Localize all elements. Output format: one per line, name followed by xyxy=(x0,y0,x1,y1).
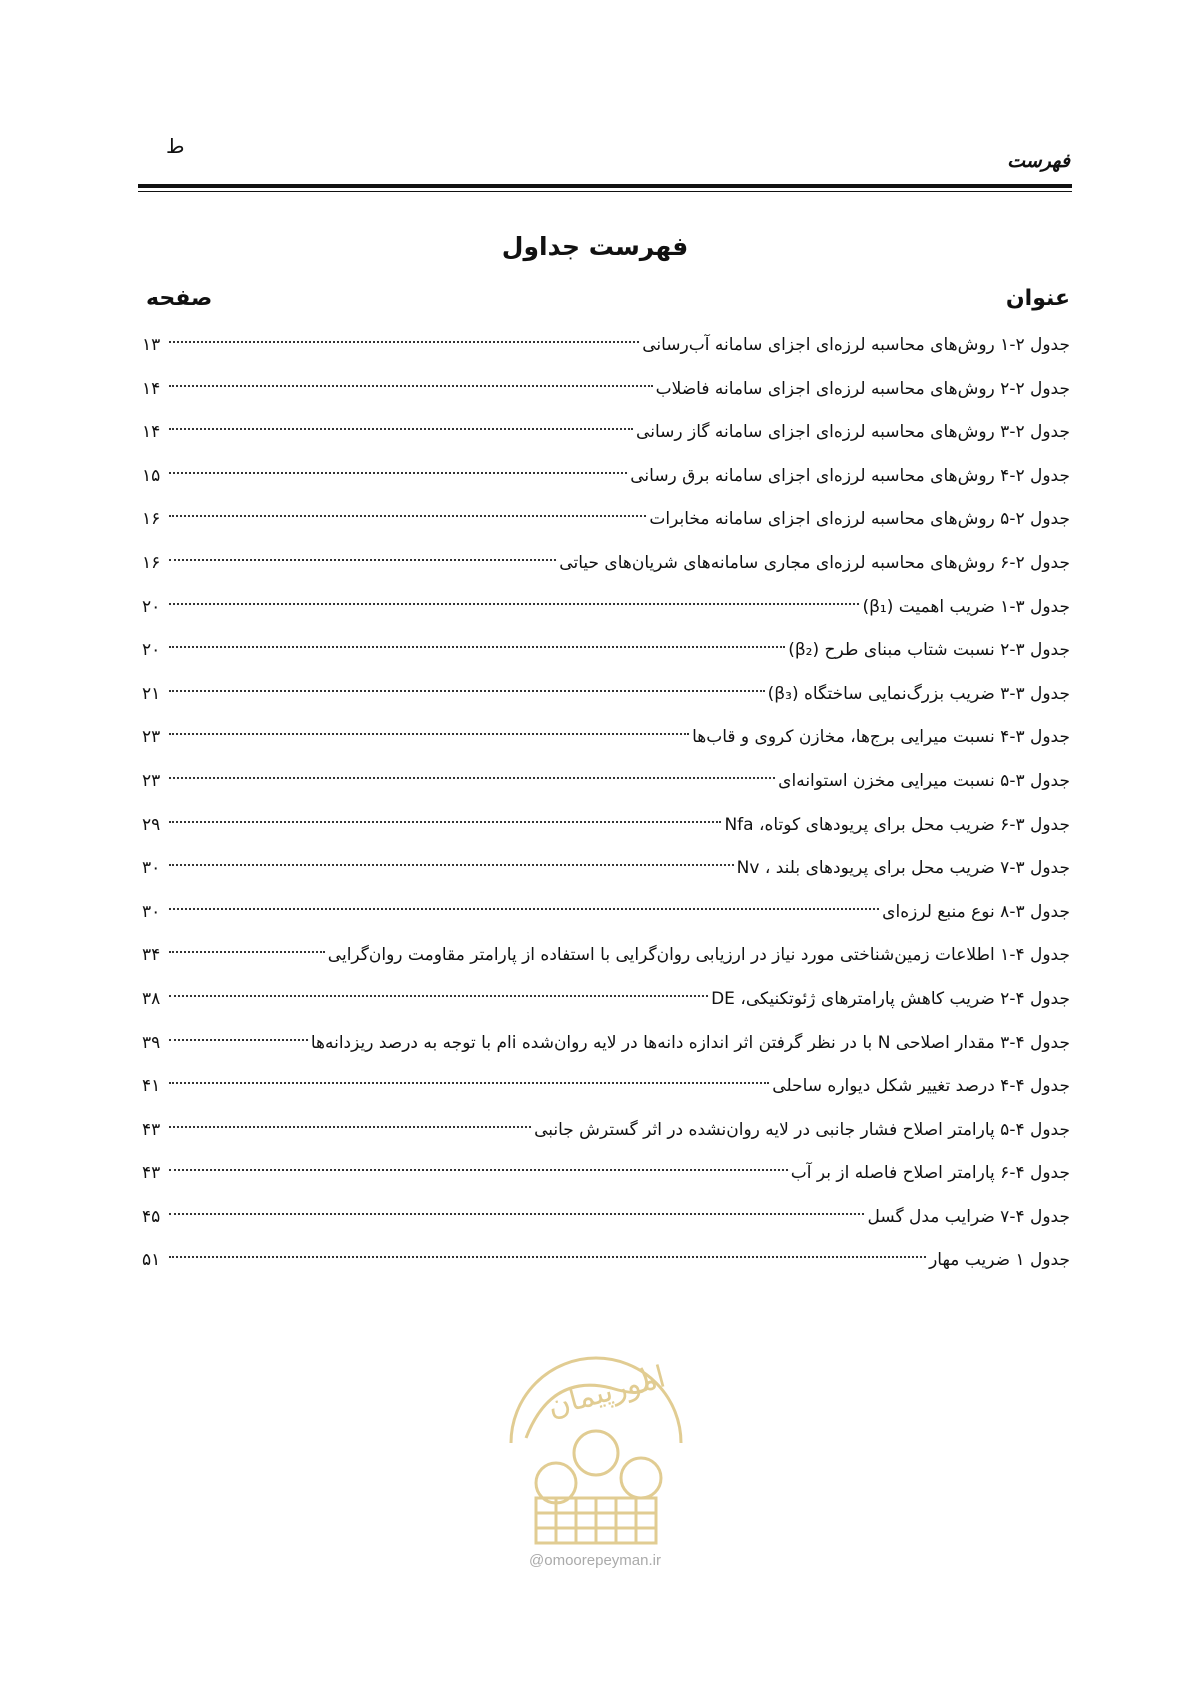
toc-entry-page: ۴۳ xyxy=(142,1163,161,1184)
toc-entry-title: جدول ۲-۴ روش‌های محاسبه لرزه‌ای اجزای سامانه برق رسانی xyxy=(630,465,1070,486)
toc-entry[interactable] xyxy=(142,417,1070,461)
toc-entry-page: ۵۱ xyxy=(142,1250,161,1271)
toc-entry-title: جدول ۲-۶ روش‌های محاسبه لرزه‌ای مجاری سامانه‌های شریان‌های حیاتی xyxy=(559,552,1070,573)
toc-entry-page: ۲۰ xyxy=(142,596,161,617)
toc-entry-page: ۲۳ xyxy=(142,727,161,748)
toc-entry[interactable] xyxy=(142,1028,1070,1072)
page-number: ط xyxy=(166,134,185,158)
toc-entry-title: جدول ۳-۱ ضریب اهمیت (β₁) xyxy=(862,596,1070,617)
toc-entry-title: جدول ۳-۶ ضریب محل برای پریودهای کوتاه، Nfa xyxy=(724,814,1070,835)
publisher-seal-watermark xyxy=(491,1333,701,1553)
toc-entry[interactable] xyxy=(142,461,1070,505)
toc-entry[interactable] xyxy=(142,1158,1070,1202)
dot-leader xyxy=(169,1169,788,1171)
dot-leader xyxy=(169,646,785,648)
toc-entry-page: ۲۰ xyxy=(142,640,161,661)
toc-entry-title: جدول ۴-۴ درصد تغییر شکل دیواره ساحلی xyxy=(772,1076,1070,1097)
dot-leader xyxy=(169,1039,308,1041)
toc-entry[interactable] xyxy=(142,374,1070,418)
toc-entry-page: ۱۴ xyxy=(142,378,161,399)
dot-leader xyxy=(169,908,879,910)
toc-entry-page: ۳۸ xyxy=(142,988,161,1009)
dot-leader xyxy=(169,733,689,735)
toc-entry-page: ۳۰ xyxy=(142,858,161,879)
toc-entry-title: جدول ۴-۷ ضرایب مدل گسل xyxy=(867,1206,1070,1227)
dot-leader xyxy=(169,1213,864,1215)
toc-entry[interactable] xyxy=(142,1245,1070,1289)
toc-entry-title: جدول ۳-۳ ضریب بزرگ‌نمایی ساختگاه (β₃) xyxy=(767,683,1070,704)
column-page-heading: صفحه xyxy=(146,286,213,311)
toc-entry[interactable] xyxy=(142,897,1070,941)
watermark-url: @omoorepeyman.ir xyxy=(529,1552,661,1569)
dot-leader xyxy=(169,428,633,430)
toc-entry[interactable] xyxy=(142,548,1070,592)
toc-entry-page: ۱۵ xyxy=(142,465,161,486)
dot-leader xyxy=(169,1082,769,1084)
toc-entry-title: جدول ۴-۱ اطلاعات زمین‌شناختی مورد نیاز در ارزیابی روان‌گرایی با استفاده از پارامتر مقاومت روان‌گرایی xyxy=(327,945,1070,966)
toc-entry[interactable] xyxy=(142,1202,1070,1246)
dot-leader xyxy=(169,515,646,517)
toc-entry[interactable] xyxy=(142,592,1070,636)
toc-entry-title: جدول ۳-۸ نوع منبع لرزه‌ای xyxy=(882,901,1070,922)
toc-entry[interactable] xyxy=(142,722,1070,766)
page-title: فهرست جداول xyxy=(501,232,689,261)
toc-entry[interactable] xyxy=(142,1115,1070,1159)
dot-leader xyxy=(169,951,325,953)
toc-entry[interactable] xyxy=(142,940,1070,984)
dot-leader xyxy=(169,690,765,692)
toc-entry-page: ۴۵ xyxy=(142,1206,161,1227)
dot-leader xyxy=(169,385,653,387)
toc-entry-title: جدول ۴-۲ ضریب کاهش پارامترهای ژئوتکنیکی، DE xyxy=(711,988,1070,1009)
toc-entry-title: جدول ۳-۲ نسبت شتاب مبنای طرح (β₂) xyxy=(788,640,1070,661)
toc-entry-page: ۱۴ xyxy=(142,422,161,443)
toc-entry-title: جدول ۴-۶ پارامتر اصلاح فاصله از بر آب xyxy=(790,1163,1070,1184)
dot-leader xyxy=(169,777,775,779)
toc-entry-title: جدول ۳-۴ نسبت میرایی برج‌ها، مخازن کروی و قاب‌ها xyxy=(692,727,1070,748)
dot-leader xyxy=(169,1126,531,1128)
toc-entry-page: ۴۱ xyxy=(142,1076,161,1097)
toc-entry-title: جدول ۱ ضریب مهار xyxy=(929,1250,1070,1271)
toc-entry[interactable] xyxy=(142,853,1070,897)
toc-entry-title: جدول ۳-۵ نسبت میرایی مخزن استوانه‌ای xyxy=(778,770,1070,791)
toc-entry-page: ۲۱ xyxy=(142,683,161,704)
toc-entry[interactable] xyxy=(142,330,1070,374)
running-header: فهرست xyxy=(1007,150,1070,172)
toc-entry-page: ۳۹ xyxy=(142,1032,161,1053)
table-of-contents xyxy=(142,330,1070,1289)
toc-entry[interactable] xyxy=(142,504,1070,548)
toc-entry[interactable] xyxy=(142,635,1070,679)
toc-entry-page: ۳۴ xyxy=(142,945,161,966)
toc-entry-page: ۲۳ xyxy=(142,770,161,791)
toc-entry-page: ۱۳ xyxy=(142,335,161,355)
toc-entry-page: ۱۶ xyxy=(142,552,161,573)
toc-entry-title: جدول ۴-۵ پارامتر اصلاح فشار جانبی در لایه روان‌نشده در اثر گسترش جانبی xyxy=(534,1119,1070,1140)
toc-entry-title: جدول ۲-۲ روش‌های محاسبه لرزه‌ای اجزای سامانه فاضلاب xyxy=(655,378,1070,399)
toc-entry-title: جدول ۴-۳ مقدار اصلاحی N با در نظر گرفتن اثر اندازه دانه‌ها در لایه روان‌شده iام با توجه به درصد ریزدانه‌ها xyxy=(310,1032,1070,1053)
toc-entry[interactable] xyxy=(142,810,1070,854)
dot-leader xyxy=(169,821,721,823)
dot-leader xyxy=(169,864,734,866)
toc-entry-page: ۳۰ xyxy=(142,901,161,922)
header-rule-thin xyxy=(138,191,1072,192)
dot-leader xyxy=(169,603,859,605)
toc-entry-page: ۴۳ xyxy=(142,1119,161,1140)
toc-entry[interactable] xyxy=(142,984,1070,1028)
toc-entry-page: ۱۶ xyxy=(142,509,161,530)
dot-leader xyxy=(169,341,639,343)
dot-leader xyxy=(169,472,627,474)
seal-text: امورپیمان xyxy=(543,1359,670,1425)
toc-entry[interactable] xyxy=(142,1071,1070,1115)
column-title-heading: عنوان xyxy=(1005,286,1070,311)
toc-entry[interactable] xyxy=(142,679,1070,723)
toc-entry-title: جدول ۲-۱ روش‌های محاسبه لرزه‌ای اجزای سامانه آب‌رسانی xyxy=(642,335,1070,355)
dot-leader xyxy=(169,1256,926,1258)
toc-entry-title: جدول ۲-۵ روش‌های محاسبه لرزه‌ای اجزای سامانه مخابرات xyxy=(649,509,1070,530)
toc-entry[interactable] xyxy=(142,766,1070,810)
toc-entry-title: جدول ۳-۷ ضریب محل برای پریودهای بلند ، Nv xyxy=(736,858,1070,879)
dot-leader xyxy=(169,995,708,997)
dot-leader xyxy=(169,559,556,561)
header-rule xyxy=(138,184,1072,188)
toc-entry-title: جدول ۲-۳ روش‌های محاسبه لرزه‌ای اجزای سامانه گاز رسانی xyxy=(636,422,1070,443)
toc-entry-page: ۲۹ xyxy=(142,814,161,835)
